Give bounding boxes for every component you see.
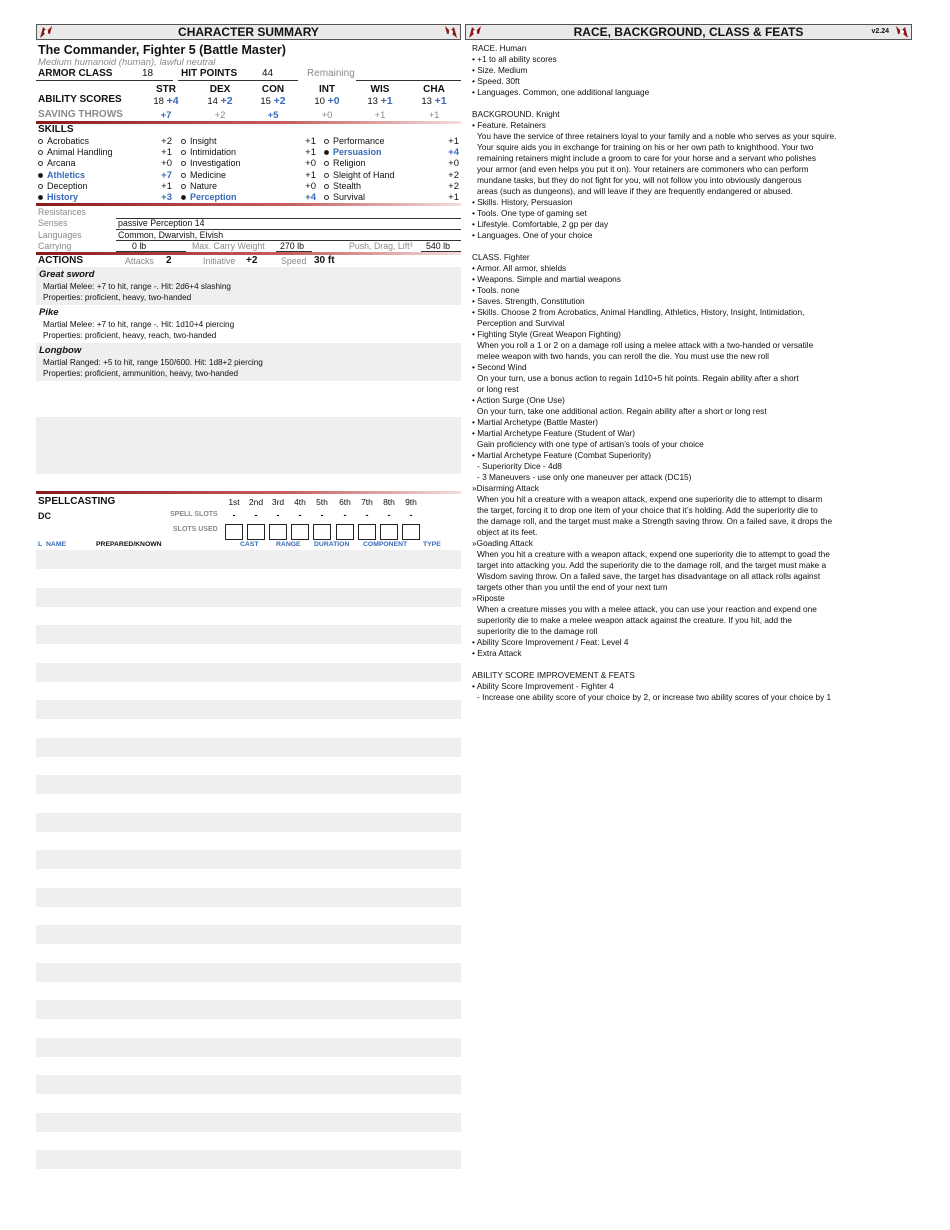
remaining-underline	[356, 80, 461, 81]
ability-score-value: 13	[421, 96, 432, 107]
section-divider	[36, 491, 461, 494]
text-line: • Second Wind	[472, 362, 527, 372]
skill-modifier: +0	[305, 158, 316, 170]
text-line: ABILITY SCORE IMPROVEMENT & FEATS	[472, 670, 635, 680]
slot-used-checkbox[interactable]	[336, 524, 354, 540]
ability-score	[247, 95, 299, 108]
skill-name	[38, 170, 85, 181]
saving-throw-value: +1	[374, 110, 386, 121]
slot-used-checkbox[interactable]	[291, 524, 309, 540]
text-line: Wisdom saving throw. On a failed save, the target has disadvantage on all attack rolls against	[477, 571, 821, 581]
ability-score	[354, 95, 406, 108]
text-line: • Fighting Style (Great Weapon Fighting)	[472, 329, 621, 339]
text-line: the target, forcing it to drop one item of your choice that it’s holding. Add the superiority die to	[477, 505, 818, 515]
skill-label: Athletics	[47, 169, 86, 180]
character-type: Medium humanoid (human), lawful neutral	[38, 57, 216, 68]
push-drag-lift-label: Push, Drag, Lift³	[349, 241, 413, 251]
attacks-value: 2	[166, 255, 172, 266]
skill-label: Survival	[333, 192, 366, 202]
skill-name	[181, 192, 237, 203]
text-line: • Languages. One of your choice	[472, 230, 593, 240]
senses-value: passive Perception 14	[118, 218, 205, 228]
weapon-name: Pike	[39, 307, 59, 318]
skill-modifier: +1	[161, 180, 172, 192]
skill-modifier: +2	[448, 169, 459, 181]
skill-modifier: +0	[305, 180, 316, 192]
skills-label: SKILLS	[38, 124, 74, 135]
blank-row	[36, 436, 461, 455]
spell-slot-count: -	[232, 510, 236, 520]
proficiency-dot-icon	[181, 139, 186, 144]
skill-name	[324, 136, 385, 147]
skill-label: Nature	[190, 180, 218, 191]
spell-slot-count: -	[387, 510, 391, 520]
saving-throw-value: +5	[267, 110, 279, 121]
skill-label: Stealth	[333, 180, 362, 191]
ability-column	[301, 84, 353, 122]
text-line: - Superiority Dice - 4d8	[477, 461, 562, 471]
slots-used-label: SLOTS USED	[173, 526, 218, 533]
text-line: Your squire aids you in exchange for training on his or her own path to knighthood. Your two	[477, 142, 814, 152]
spell-slot-count: -	[365, 510, 369, 520]
section-divider	[36, 203, 461, 206]
spell-col-type: TYPE	[423, 541, 441, 548]
ability-name: DEX	[209, 84, 231, 95]
spell-row	[36, 1000, 461, 1019]
spell-dc-label: DC	[38, 511, 51, 521]
skill-modifier: +1	[448, 192, 459, 203]
text-line: When you hit a creature with a weapon attack, expend one superiority die to attempt to goad the	[477, 549, 830, 559]
race-background-class-text	[472, 43, 872, 703]
spell-row	[36, 588, 461, 607]
spell-row	[36, 1113, 461, 1132]
initiative-value: +2	[246, 255, 258, 266]
skill-name	[38, 147, 113, 158]
text-line: On your turn, use a bonus action to regain 1d10+5 hit points. Regain ability after a short	[477, 373, 799, 383]
ability-name: STR	[156, 84, 176, 95]
proficiency-dot-icon	[181, 184, 186, 189]
proficiency-dot-icon	[38, 139, 43, 144]
skill-modifier: +4	[448, 147, 459, 159]
spellcasting-label: SPELLCASTING	[38, 496, 116, 507]
max-carry-label: Max. Carry Weight	[192, 241, 265, 251]
spell-level-label: 6th	[339, 497, 351, 507]
spell-row	[36, 738, 461, 757]
spell-col-name: NAME	[46, 541, 67, 548]
weapon-properties: Properties: proficient, ammunition, heavy, two-handed	[43, 369, 239, 378]
text-line: or long rest	[477, 384, 519, 394]
skill-name	[38, 158, 76, 169]
spell-level-label: 3rd	[271, 497, 285, 507]
proficiency-dot-icon	[181, 173, 186, 178]
ability-column	[247, 84, 299, 122]
slot-used-checkbox[interactable]	[269, 524, 287, 540]
speed-value: 30 ft	[314, 255, 335, 266]
skill-name	[181, 158, 241, 169]
skill-modifier: +3	[161, 192, 172, 203]
proficiency-dot-icon	[181, 161, 186, 166]
skill-label: Acrobatics	[47, 136, 90, 146]
slot-used-checkbox[interactable]	[247, 524, 265, 540]
spell-row	[36, 625, 461, 644]
skill-modifier: +1	[305, 169, 316, 181]
text-line: »Goading Attack	[472, 538, 533, 548]
text-line: • Skills. History, Persuasion	[472, 197, 573, 207]
text-line: Perception and Survival	[477, 318, 565, 328]
push-drag-lift-value: 540 lb	[426, 241, 450, 251]
text-line: Gain proficiency with one type of artisan’s tools of your choice	[477, 439, 704, 449]
spell-level-label: 2nd	[248, 497, 264, 507]
text-line: • Martial Archetype (Battle Master)	[472, 417, 599, 427]
spell-row	[36, 850, 461, 869]
skill-label: Deception	[47, 180, 88, 191]
hit-points-underline	[178, 80, 298, 81]
spell-slot-count: -	[254, 510, 258, 520]
text-line: • Martial Archetype Feature (Student of War)	[472, 428, 636, 438]
character-name: The Commander, Fighter 5 (Battle Master)	[38, 43, 286, 57]
proficiency-dot-icon	[38, 195, 43, 200]
text-line: RACE. Human	[472, 43, 527, 53]
spell-slot-count: -	[298, 510, 302, 520]
text-line: superiority die to make a melee weapon attack against the creature. If you hit, add the	[477, 615, 793, 625]
spell-col-component: COMPONENT	[363, 541, 408, 548]
skill-name	[181, 170, 226, 181]
spell-row	[36, 925, 461, 944]
spell-row	[36, 775, 461, 794]
weapon-properties: Properties: proficient, heavy, two-handed	[43, 293, 192, 302]
text-line: • Size. Medium	[472, 65, 528, 75]
spell-row	[36, 813, 461, 832]
spell-row	[36, 663, 461, 682]
text-line: • Lifestyle. Comfortable, 2 gp per day	[472, 219, 609, 229]
text-line: target into attacking you. Add the superiority die to the damage roll, and the target must make a	[477, 560, 827, 570]
spell-row	[36, 888, 461, 907]
skill-name	[324, 147, 382, 158]
dragon-emblem-icon	[467, 24, 483, 40]
text-line: When you roll a 1 or 2 on a damage roll using a melee attack with a two-handed or versatile	[477, 340, 814, 350]
skill-label: History	[47, 192, 79, 202]
saving-throw-value: +2	[214, 110, 226, 121]
spell-slot-count: -	[276, 510, 280, 520]
proficiency-dot-icon	[324, 195, 329, 200]
text-line: - 3 Maneuvers - use only one maneuver per attack (DC15)	[477, 472, 692, 482]
actions-label: ACTIONS	[38, 255, 83, 266]
text-line: When you hit a creature with a weapon attack, expend one superiority die to attempt to disarm	[477, 494, 823, 504]
skill-label: Insight	[190, 136, 217, 146]
proficiency-dot-icon	[38, 184, 43, 189]
proficiency-dot-icon	[324, 184, 329, 189]
ability-score-value: 18	[153, 96, 164, 107]
text-line: areas (such as dungeons), and will leave if they are frequently endangered or abused.	[477, 186, 793, 196]
text-line: When a creature misses you with a melee attack, you can use your reaction and expend one	[477, 604, 817, 614]
ability-scores-label: ABILITY SCORES	[38, 94, 122, 105]
resistances-label: Resistances	[38, 207, 86, 217]
text-line: • Skills. Choose 2 from Acrobatics, Animal Handling, Athletics, History, Insight, Intimidation,	[472, 307, 805, 317]
max-carry-value: 270 lb	[280, 241, 304, 251]
skill-modifier: +1	[161, 147, 172, 159]
weapon-name: Longbow	[39, 345, 82, 356]
blank-row	[36, 417, 461, 436]
race-background-title: RACE, BACKGROUND, CLASS & FEATS	[573, 25, 804, 39]
proficiency-dot-icon	[181, 150, 186, 155]
text-line: • Armor. All armor, shields	[472, 263, 567, 273]
proficiency-dot-icon	[181, 195, 186, 200]
skill-label: Persuasion	[333, 147, 382, 158]
proficiency-dot-icon	[324, 150, 329, 155]
ability-column	[140, 84, 192, 122]
text-line: remaining retainers might include a groom to care for your horse and a servant who polishes	[477, 153, 816, 163]
text-line: the damage roll, and the target must make a Strength saving throw. On a failed save, it drops the	[477, 516, 833, 526]
text-line: • Weapons. Simple and martial weapons	[472, 274, 621, 284]
ability-score-value: 13	[367, 96, 378, 107]
spell-level-label: 4th	[294, 497, 306, 507]
hit-points-label: HIT POINTS	[181, 68, 238, 79]
ability-name: CHA	[423, 84, 445, 95]
weapon-properties: Properties: proficient, heavy, reach, two-handed	[43, 331, 217, 340]
ability-score	[301, 95, 353, 108]
spell-slots-label: SPELL SLOTS	[170, 511, 218, 518]
skill-label: Performance	[333, 136, 385, 146]
ability-column	[354, 84, 406, 122]
skill-name	[38, 192, 78, 203]
ability-name: CON	[261, 84, 285, 95]
ability-score	[408, 95, 460, 108]
spell-col-cast: CAST	[240, 541, 259, 548]
skill-name	[38, 181, 88, 192]
ability-modifier: +0	[327, 95, 340, 107]
text-line: • Ability Score Improvement - Fighter 4	[472, 681, 614, 691]
ability-name: INT	[318, 84, 336, 95]
ability-modifier: +2	[273, 95, 286, 107]
version-label: v2.24	[871, 28, 889, 35]
skill-modifier: +2	[161, 136, 172, 147]
armor-class-value: 18	[142, 68, 154, 79]
ability-column	[194, 84, 246, 122]
text-line: - Increase one ability score of your choice by 2, or increase two ability scores of your choice by 1	[477, 692, 832, 702]
skill-modifier: +7	[161, 169, 172, 181]
text-line: • Action Surge (One Use)	[472, 395, 565, 405]
text-line: • Ability Score Improvement / Feat: Level 4	[472, 637, 629, 647]
proficiency-dot-icon	[324, 173, 329, 178]
senses-label: Senses	[38, 218, 68, 228]
blank-row	[36, 455, 461, 474]
slot-used-checkbox[interactable]	[402, 524, 420, 540]
text-line: • Saves. Strength, Constitution	[472, 296, 585, 306]
text-line: On your turn, take one additional action. Regain ability after a short or long rest	[477, 406, 767, 416]
dragon-emblem-icon	[443, 24, 459, 40]
proficiency-dot-icon	[324, 139, 329, 144]
text-line: BACKGROUND. Knight	[472, 109, 560, 119]
slot-used-checkbox[interactable]	[225, 524, 243, 540]
skill-label: Investigation	[190, 158, 241, 169]
text-line: You have the service of three retainers loyal to your family and a noble who serves as your squire.	[477, 131, 837, 141]
carrying-value: 0 lb	[132, 241, 147, 251]
spell-level-label: 1st	[228, 497, 240, 507]
hit-points-value: 44	[262, 68, 274, 79]
proficiency-dot-icon	[38, 161, 43, 166]
character-summary-banner	[36, 24, 461, 40]
ability-score	[194, 95, 246, 108]
slot-used-checkbox[interactable]	[380, 524, 398, 540]
spell-slot-count: -	[320, 510, 324, 520]
text-line: • +1 to all ability scores	[472, 54, 557, 64]
text-line: targets other than you until the end of your next turn	[477, 582, 668, 592]
spell-col-prepared: PREPARED/KNOWN	[96, 541, 162, 548]
saving-throw-value: +0	[321, 110, 333, 121]
saving-throw-value: +7	[160, 110, 172, 121]
spell-row	[36, 1038, 461, 1057]
summary-title: CHARACTER SUMMARY	[178, 25, 319, 39]
skill-modifier: +2	[448, 180, 459, 192]
armor-class-underline	[36, 80, 173, 81]
languages-value: Common, Dwarvish, Elvish	[118, 230, 224, 240]
text-line: superiority die to the damage roll	[477, 626, 598, 636]
spell-level-label: 5th	[316, 497, 328, 507]
spell-col-range: RANGE	[276, 541, 301, 548]
skill-modifier: +4	[305, 192, 316, 203]
saving-throw-value: +1	[428, 110, 440, 121]
text-line: »Disarming Attack	[472, 483, 539, 493]
attacks-label: Attacks	[125, 256, 154, 266]
ability-name: WIS	[370, 84, 390, 95]
skill-name	[324, 158, 366, 169]
initiative-label: Initiative	[203, 256, 236, 266]
text-line: • Tools. none	[472, 285, 520, 295]
skill-name	[181, 147, 236, 158]
proficiency-dot-icon	[324, 161, 329, 166]
text-line: • Speed. 30ft	[472, 76, 520, 86]
spell-row	[36, 550, 461, 569]
skill-modifier: +0	[161, 158, 172, 170]
spell-slot-count: -	[343, 510, 347, 520]
text-line: • Tools. One type of gaming set	[472, 208, 587, 218]
spell-row	[36, 1075, 461, 1094]
proficiency-dot-icon	[38, 173, 43, 178]
text-line: object at its feet.	[477, 527, 538, 537]
ability-score-value: 14	[207, 96, 218, 107]
skill-modifier: +1	[448, 136, 459, 147]
carrying-label: Carrying	[38, 241, 72, 251]
ability-modifier: +1	[380, 95, 393, 107]
text-line: your armor (and even helps you put it on). Your retainers are commoners who can perform	[477, 164, 809, 174]
spell-col-level: L	[38, 541, 43, 548]
weapon-attack: Martial Melee: +7 to hit, range -. Hit: 2d6+4 slashing	[43, 282, 231, 291]
speed-label: Speed	[281, 256, 307, 266]
ability-score-value: 10	[314, 96, 325, 107]
weapon-name: Great sword	[39, 269, 95, 280]
skill-name	[38, 136, 89, 147]
skill-name	[324, 192, 365, 203]
hit-points-remaining-label: Remaining	[307, 68, 355, 79]
skill-modifier: +1	[305, 136, 316, 147]
saving-throws-label: SAVING THROWS	[38, 109, 123, 120]
text-line: • Languages. Common, one additional language	[472, 87, 650, 97]
skill-label: Religion	[333, 158, 366, 169]
text-line: • Martial Archetype Feature (Combat Superiority)	[472, 450, 652, 460]
spell-col-duration: DURATION	[314, 541, 350, 548]
ability-score	[140, 95, 192, 108]
skill-name	[181, 136, 217, 147]
skill-label: Animal Handling	[47, 147, 113, 158]
slot-used-checkbox[interactable]	[313, 524, 331, 540]
spell-slot-count: -	[409, 510, 413, 520]
spell-row	[36, 700, 461, 719]
section-divider	[36, 121, 461, 124]
text-line: »Riposte	[472, 593, 505, 603]
skill-label: Perception	[190, 192, 237, 202]
skill-label: Intimidation	[190, 147, 237, 158]
slot-used-checkbox[interactable]	[358, 524, 376, 540]
text-line: melee weapon with two hands, you can reroll the die. You must use the new roll	[477, 351, 769, 361]
armor-class-label: ARMOR CLASS	[38, 68, 113, 79]
skill-name	[324, 181, 361, 192]
ability-modifier: +1	[434, 95, 447, 107]
skill-label: Medicine	[190, 169, 227, 180]
spell-level-label: 7th	[361, 497, 373, 507]
ability-modifier: +4	[166, 95, 179, 107]
skill-label: Arcana	[47, 158, 76, 169]
text-line: • Extra Attack	[472, 648, 522, 658]
dragon-emblem-icon	[894, 24, 910, 40]
ability-score-value: 15	[260, 96, 271, 107]
text-line: • Feature. Retainers	[472, 120, 546, 130]
weapon-attack: Martial Melee: +7 to hit, range -. Hit: 1d10+4 piercing	[43, 320, 235, 329]
dragon-emblem-icon	[38, 24, 54, 40]
skill-modifier: +0	[448, 158, 459, 170]
spell-level-label: 8th	[383, 497, 395, 507]
spell-row	[36, 963, 461, 982]
skill-name	[181, 181, 217, 192]
skill-modifier: +1	[305, 147, 316, 159]
skill-label: Sleight of Hand	[333, 169, 395, 180]
weapon-attack: Martial Ranged: +5 to hit, range 150/600. Hit: 1d8+2 piercing	[43, 358, 263, 367]
ability-modifier: +2	[220, 95, 233, 107]
text-line: CLASS. Fighter	[472, 252, 530, 262]
languages-label: Languages	[38, 230, 82, 240]
spell-level-label: 9th	[405, 497, 417, 507]
proficiency-dot-icon	[38, 150, 43, 155]
text-line: mundane tasks, but they do not fight for you, will not follow you into obviously dangerous	[477, 175, 802, 185]
spell-row	[36, 1150, 461, 1169]
race-background-banner	[465, 24, 912, 40]
skill-name	[324, 170, 395, 181]
ability-column	[408, 84, 460, 122]
